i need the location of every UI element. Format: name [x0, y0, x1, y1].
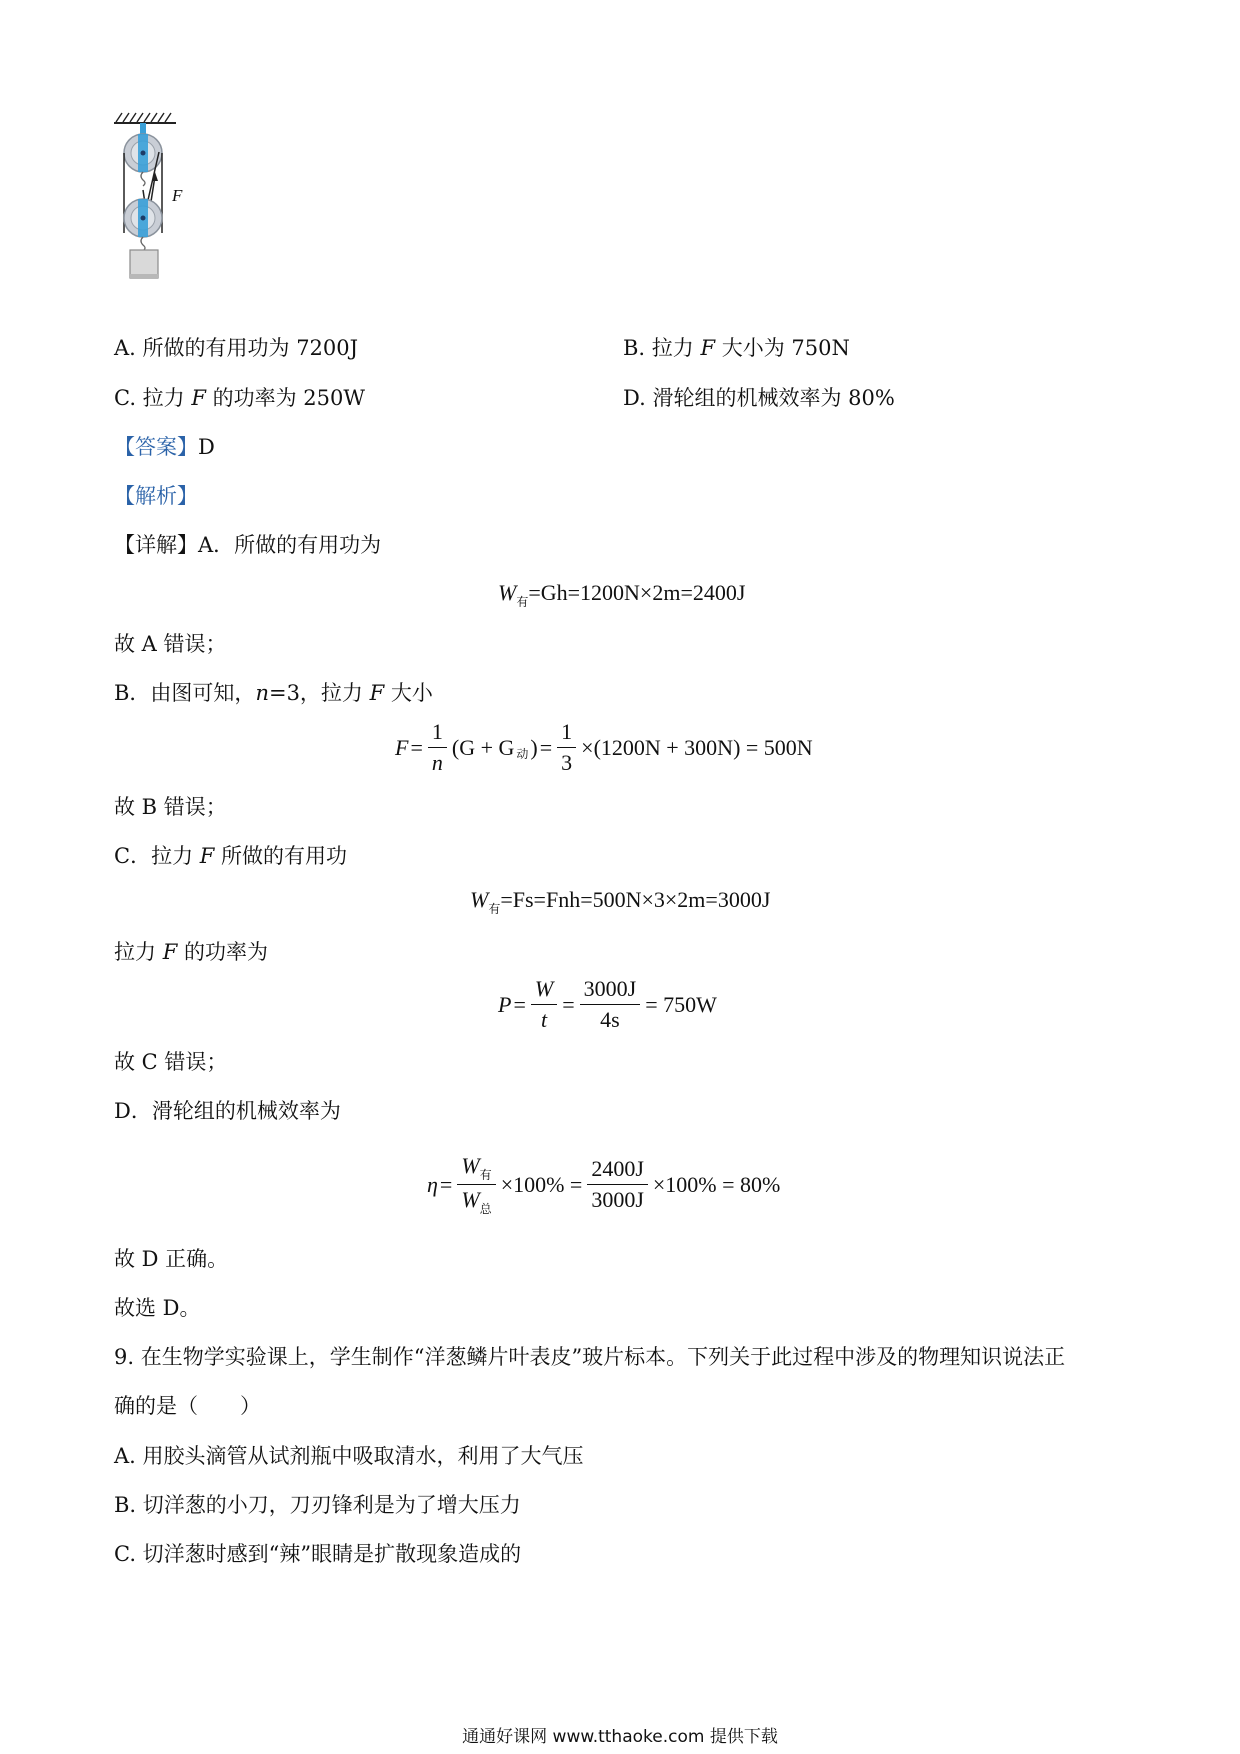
analysis-label: 【解析】 [114, 484, 198, 508]
c-line: C．拉力 F 所做的有用功 [114, 844, 348, 868]
b-line: B．由图可知，n=3，拉力 F 大小 [114, 681, 433, 705]
pulley-diagram [108, 108, 198, 308]
q9-option-c: C. 切洋葱时感到“辣”眼睛是扩散现象造成的 [114, 1542, 522, 1566]
c-wrong: 故 C 错误； [114, 1050, 228, 1074]
answer-line: 【答案】D [114, 435, 215, 459]
equation-efficiency: η = $\frac{W_有}{W_总}$ ×100% = $\frac{2400J}{3000J}$ ×100% = 80% [427, 1153, 781, 1216]
equation-useful-work: $W_有=Gh=1200N\times 2m=2400J$ [498, 580, 746, 609]
d-line: D．滑轮组的机械效率为 [114, 1099, 341, 1123]
option-b: B. 拉力 F 大小为 750N [623, 336, 850, 360]
equation-force: F = $\frac{1}{n}$ (G + G 动 ) = $\frac{1}{3}$ ×(1200N + 300N) = 500N [395, 719, 813, 775]
q9-stem-line1: 9. 在生物学实验课上，学生制作“洋葱鳞片叶表皮”玻片标本。下列关于此过程中涉及的物理知识说法正 [114, 1345, 1066, 1369]
p-line: 拉力 F 的功率为 [114, 940, 268, 964]
ceiling-hatch [116, 113, 171, 122]
a-wrong: 故 A 错误； [114, 632, 227, 656]
d-correct: 故 D 正确。 [114, 1247, 229, 1271]
equation-work: $W_有=Fs=Fnh=500N\times 3\times 2m=3000J$ [470, 887, 771, 916]
detail-intro: 【详解】A．所做的有用功为 [114, 533, 382, 557]
option-a: A. 所做的有用功为 7200J [114, 336, 359, 360]
option-d: D. 滑轮组的机械效率为 80% [623, 386, 895, 410]
option-c: C. 拉力 F 的功率为 250W [114, 386, 365, 410]
q9-option-a: A. 用胶头滴管从试剂瓶中吸取清水，利用了大气压 [114, 1444, 584, 1468]
b-wrong: 故 B 错误； [114, 795, 227, 819]
choose-line: 故选 D。 [114, 1296, 201, 1320]
q9-stem-line2: 确的是（ ） [114, 1394, 261, 1418]
force-label: F [172, 186, 183, 205]
equation-power: P = $\frac{W}{t}$ = $\frac{3000J}{4s}$ = 750W [498, 976, 717, 1032]
footer-credit: 通通好课网 www.tthaoke.com 提供下载 [462, 1727, 778, 1747]
weight-block [130, 250, 158, 278]
q9-option-b: B. 切洋葱的小刀，刀刃锋利是为了增大压力 [114, 1493, 521, 1517]
